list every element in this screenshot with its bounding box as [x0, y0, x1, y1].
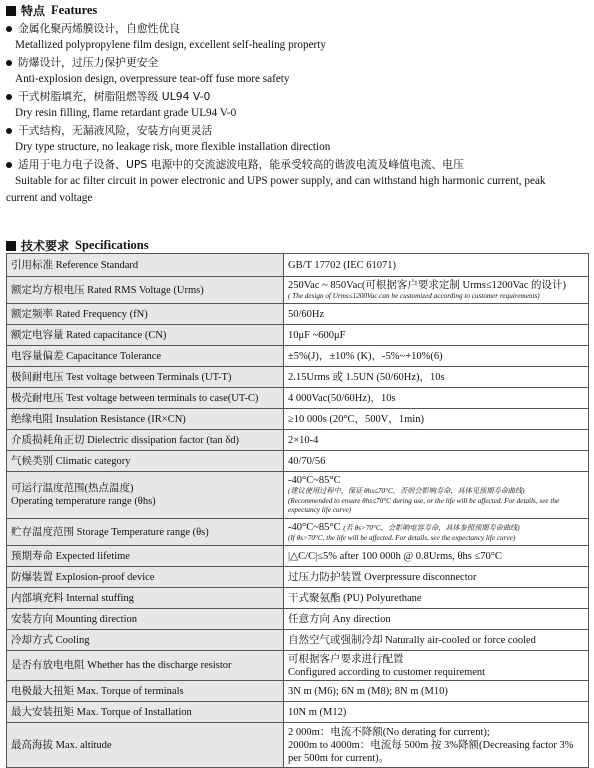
- bullet-icon: [6, 60, 12, 66]
- square-bullet-icon: [6, 6, 16, 16]
- table-row: 防爆装置 Explosion-proof device 过压力防护装置 Overpressure disconnector: [7, 567, 589, 588]
- table-row: 额定频率 Rated Frequency (fN) 50/60Hz: [7, 304, 589, 325]
- bullet-icon: [6, 128, 12, 134]
- table-row: 最大安装扭矩 Max. Torque of Installation 10N m (M12): [7, 702, 589, 723]
- table-row: 可运行温度范围(热点温度) Operating temperature range (θhs) -40°C~85°C (建议使用过程中，保证 θhs≤70°C，否则会影响寿命，具体见预期寿命曲线) (Recommended to ensure θhs≤70°C during use, or the life will be affected. For details, see the expectancy life curve): [7, 472, 589, 519]
- features-heading: 特点 Features: [6, 2, 97, 19]
- feature-item: 干式结构，无漏液风险，安装方向更灵活 Dry type structure, no leakage risk, more flexible installation direction: [6, 122, 586, 156]
- bullet-icon: [6, 162, 12, 168]
- table-row: 额定电容量 Rated capacitance (CN) 10μF ~600μF: [7, 325, 589, 346]
- table-row: 是否有放电电阻 Whether has the discharge resistor 可根据客户要求进行配置 Configured according to customer requirement: [7, 651, 589, 681]
- table-row: 贮存温度范围 Storage Temperature range (θs) -40°C~85°C (若 θs>70°C，会影响电容寿命，具体参照预期寿命曲线) (If θs>70°C, the life will be affected. For details, see the expectancy life curve): [7, 519, 589, 546]
- specs-heading: 技术要求 Specifications: [6, 237, 149, 254]
- table-row: 绝缘电阻 Insulation Resistance (IR×CN) ≥10 000s (20°C，500V，1min): [7, 409, 589, 430]
- table-row: 电极最大扭矩 Max. Torque of terminals 3N m (M6); 6N m (M8); 8N m (M10): [7, 681, 589, 702]
- specifications-table: [6, 253, 589, 768]
- table-row: 内部填充料 Internal stuffing 干式聚氨酯 (PU) Polyurethane: [7, 588, 589, 609]
- table-row: 冷却方式 Cooling 自然空气或强制冷却 Naturally air-cooled or force cooled: [7, 630, 589, 651]
- table-row: 气候类别 Climatic category 40/70/56: [7, 451, 589, 472]
- square-bullet-icon: [6, 241, 16, 251]
- table-row: 极间耐电压 Test voltage between Terminals (UT-T) 2.15Urms 或 1.5UN (50/60Hz)，10s: [7, 367, 589, 388]
- bullet-icon: [6, 26, 12, 32]
- table-row: 预期寿命 Expected lifetime |△C/C|≤5% after 100 000h @ 0.8Urms, θhs ≤70°C: [7, 546, 589, 567]
- feature-item: 防爆设计，过压力保护更安全 Anti-explosion design, overpressure tear-off fuse more safety: [6, 54, 586, 88]
- table-row: 最高海拔 Max. altitude 2 000m：电流不降额(No derating for current); 2000m to 4000m：电流每 500m 按 3%降额(Decreasing factor 3% per 500m for current)。: [7, 723, 589, 768]
- feature-item: 金属化聚丙烯膜设计，自愈性优良 Metallized polypropylene film design, excellent self-healing property: [6, 20, 586, 54]
- table-row: 极壳耐电压 Test voltage between terminals to case(UT-C) 4 000Vac(50/60Hz)，10s: [7, 388, 589, 409]
- table-row: 安装方向 Mounting direction 任意方向 Any direction: [7, 609, 589, 630]
- bullet-icon: [6, 94, 12, 100]
- table-row: 电容量偏差 Capacitance Tolerance ±5%(J)，±10% (K)，-5%~+10%(6): [7, 346, 589, 367]
- feature-item: 适用于电力电子设备、UPS 电源中的交流滤波电路，能承受较高的谐波电流及峰值电流、电压 Suitable for ac filter circuit in power electronic and UPS power supply, and can withstand high harmonic current, peak current and voltage: [6, 158, 546, 204]
- table-row: 引用标准 Reference Standard GB/T 17702 (IEC 61071): [7, 254, 589, 277]
- features-list: [6, 20, 586, 207]
- table-row: 介质损耗角正切 Dielectric dissipation factor (tan δd) 2×10-4: [7, 430, 589, 451]
- feature-item: 干式树脂填充，树脂阻燃等级 UL94 V-0 Dry resin filling, flame retardant grade UL94 V-0: [6, 88, 586, 122]
- table-row: 额定均方根电压 Rated RMS Voltage (Urms) 250Vac ~ 850Vac(可根据客户要求定制 Urms≤1200Vac 的设计) ( The design of Urms≤1200Vac can be customized according to customer requirements): [7, 277, 589, 304]
